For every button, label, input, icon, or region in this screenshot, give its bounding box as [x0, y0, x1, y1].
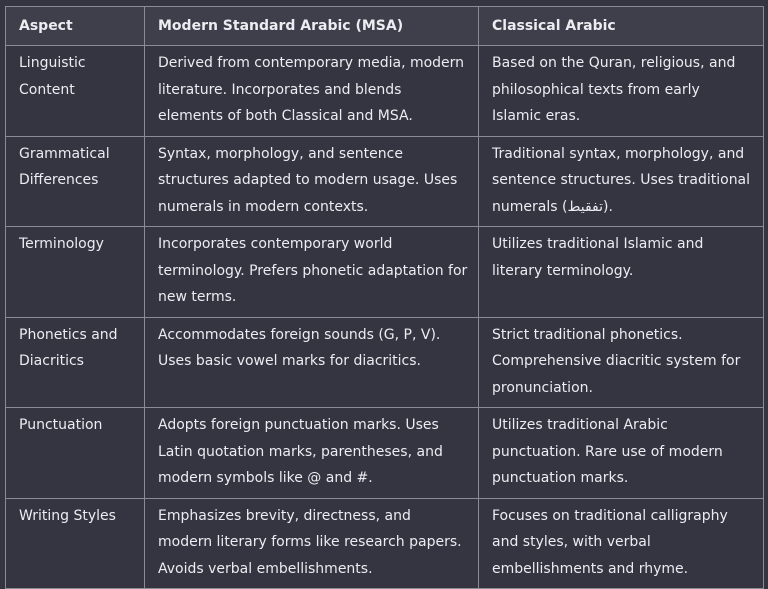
header-aspect: Aspect: [6, 7, 145, 46]
cell-aspect: Phonetics and Diacritics: [6, 317, 145, 408]
header-msa: Modern Standard Arabic (MSA): [145, 7, 479, 46]
cell-classical: Strict traditional phonetics. Comprehensive diacritic system for pronunciation.: [479, 317, 764, 408]
table-row: [6, 317, 764, 408]
cell-aspect: Terminology: [6, 227, 145, 318]
table-row: [6, 498, 764, 589]
cell-classical: Utilizes traditional Arabic punctuation. Rare use of modern punctuation marks.: [479, 408, 764, 499]
cell-classical: Traditional syntax, morphology, and sentence structures. Uses traditional numerals (تفقيط).: [479, 136, 764, 227]
table-header: [6, 7, 764, 46]
cell-aspect: Grammatical Differences: [6, 136, 145, 227]
comparison-table: [5, 6, 764, 589]
cell-msa: Syntax, morphology, and sentence structures adapted to modern usage. Uses numerals in modern contexts.: [145, 136, 479, 227]
table-body: [6, 46, 764, 589]
comparison-table-container: [5, 6, 763, 589]
cell-msa: Accommodates foreign sounds (G, P, V). Uses basic vowel marks for diacritics.: [145, 317, 479, 408]
cell-msa: Adopts foreign punctuation marks. Uses Latin quotation marks, parentheses, and modern symbols like @ and #.: [145, 408, 479, 499]
table-row: [6, 136, 764, 227]
table-row: [6, 46, 764, 137]
cell-aspect: Writing Styles: [6, 498, 145, 589]
cell-classical: Utilizes traditional Islamic and literary terminology.: [479, 227, 764, 318]
header-row: [6, 7, 764, 46]
cell-msa: Emphasizes brevity, directness, and modern literary forms like research papers. Avoids verbal embellishments.: [145, 498, 479, 589]
table-row: [6, 408, 764, 499]
cell-msa: Incorporates contemporary world terminology. Prefers phonetic adaptation for new terms.: [145, 227, 479, 318]
cell-aspect: Linguistic Content: [6, 46, 145, 137]
cell-msa: Derived from contemporary media, modern literature. Incorporates and blends elements of both Classical and MSA.: [145, 46, 479, 137]
cell-classical: Focuses on traditional calligraphy and styles, with verbal embellishments and rhyme.: [479, 498, 764, 589]
cell-classical: Based on the Quran, religious, and philosophical texts from early Islamic eras.: [479, 46, 764, 137]
cell-aspect: Punctuation: [6, 408, 145, 499]
header-classical: Classical Arabic: [479, 7, 764, 46]
table-row: [6, 227, 764, 318]
